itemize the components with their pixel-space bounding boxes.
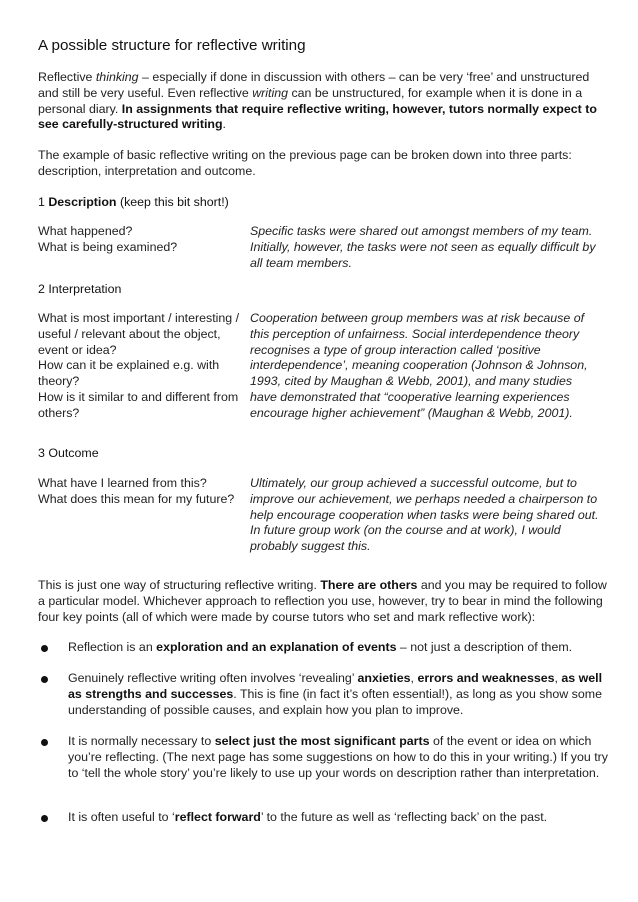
example-paragraph: The example of basic reflective writing on the previous page can be broken down into three parts: description, interpretation and outcome. — [38, 148, 572, 178]
section-description-row — [38, 224, 608, 271]
section-outcome-heading: 3 Outcome — [38, 446, 99, 460]
section-interpretation-row — [38, 311, 608, 422]
section-interpretation-heading: 2 Interpretation — [38, 282, 122, 296]
interpretation-answer: Cooperation between group members was at risk because of this perception of unfairness. Social interdependence theory recognises a type of group interaction called ‘positive interdependence’, meaning cooperation (Johnson & Johnson, 1993, cited by Maughan & Webb, 2001), and many studies have demonstrated that “cooperative learning experiences encourage higher achievement” (Maughan & Webb, 2001). — [250, 311, 588, 420]
description-questions: What happened? What is being examined? — [38, 224, 178, 254]
section-outcome-row — [38, 476, 608, 555]
section-description-heading: 1 Description (keep this bit short!) — [38, 195, 229, 209]
bullet-icon — [38, 734, 68, 781]
intro-paragraph: Reflective thinking – especially if done in discussion with others – can be very ‘free’ and unstructured and still be very useful. Even reflective writing can be unstructured, for example when it is done in a personal diary. In assignments that require reflective writing, however, tutors normally expect to see carefully-structured writing. — [38, 70, 597, 132]
outcome-answer: Ultimately, our group achieved a successful outcome, but to improve our achievement, we perhaps needed a chairperson to help encourage cooperation when tasks were being shared out. In future group work (on the course and at work), I would probably suggest this. — [250, 476, 599, 554]
interpretation-questions: What is most important / interesting / useful / relevant about the object, event or idea? How can it be explained e.g. with theory? How is it similar to and different from others? — [38, 311, 240, 420]
outcome-questions: What have I learned from this? What does this mean for my future? — [38, 476, 235, 506]
bullet-item-4: It is often useful to ‘reflect forward’ to the future as well as ‘reflecting back’ on the past. — [38, 810, 608, 826]
bullet-icon — [38, 640, 68, 656]
bullet-item-1: Reflection is an exploration and an explanation of events – not just a description of them. — [38, 640, 608, 656]
bullet-item-2: Genuinely reflective writing often involves ‘revealing’ anxieties, errors and weaknesses, as well as strengths and successes. This is fine (in fact it’s often essential!), as long as you show some understanding of possible causes, and explain how you plan to improve. — [38, 671, 608, 718]
bullet-item-3: It is normally necessary to select just the most significant parts of the event or idea on which you’re reflecting. (The next page has some suggestions on how to do this in your writing.) If you try to ‘tell the whole story’ you’re likely to use up your words on description rather than interpretation. — [38, 734, 608, 781]
bullet-icon — [38, 671, 68, 718]
description-answer: Specific tasks were shared out amongst members of my team. Initially, however, the tasks were not seen as equally difficult by all team members. — [250, 224, 596, 270]
closing-paragraph: This is just one way of structuring reflective writing. There are others and you may be required to follow a particular model. Whichever approach to reflection you use, however, try to bear in mind the following four key points (all of which were made by course tutors who set and mark reflective work): — [38, 578, 607, 624]
bullet-icon — [38, 810, 68, 826]
page-title: A possible structure for reflective writing — [38, 37, 306, 54]
